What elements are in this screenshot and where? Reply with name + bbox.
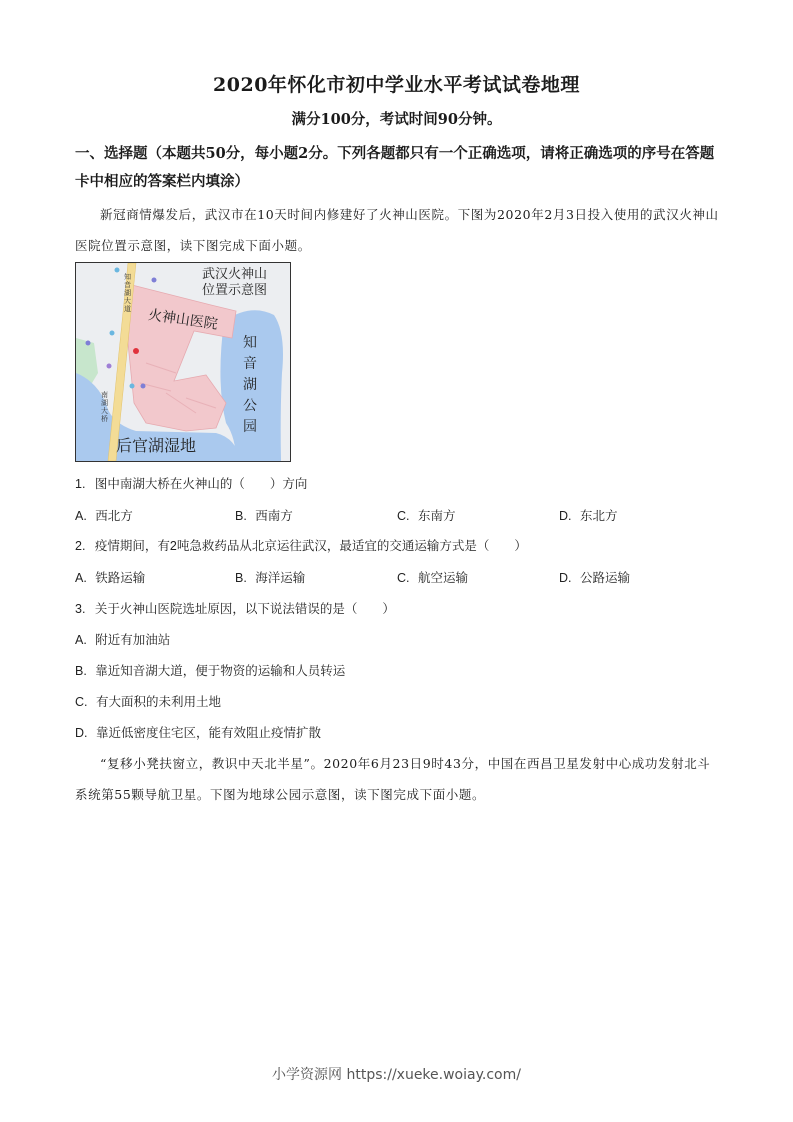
map-title-line-2: 位置示意图	[202, 283, 268, 298]
road-label	[124, 273, 132, 313]
option-text: 公路运输	[579, 571, 630, 585]
option-text: 西南方	[255, 509, 293, 523]
question-3	[75, 599, 395, 617]
park-label-char: 音	[243, 356, 257, 372]
map-title-line-1: 武汉火神山	[202, 267, 268, 282]
q2-option-a[interactable]	[75, 568, 145, 586]
exam-title: 2020年怀化市初中学业水平考试试卷地理	[213, 74, 580, 96]
section-heading: 一、选择题（本题共50分，每小题2分。下列各题都只有一个正确选项，请将正确选项的序号在答题卡中相应的答案栏内填涂）	[75, 145, 715, 190]
exam-subtitle: 满分100分，考试时间90分钟。	[291, 111, 502, 128]
q3-option-d[interactable]	[75, 723, 321, 741]
option-text: 航空运输	[417, 571, 468, 585]
hospital-location-map	[75, 262, 291, 462]
road-label-char: 大	[124, 297, 131, 305]
question-1	[75, 474, 307, 492]
option-text: 西北方	[95, 509, 133, 523]
q2-option-c[interactable]	[397, 568, 468, 586]
option-letter: D.	[75, 726, 88, 740]
bridge-label	[101, 391, 109, 423]
q3-option-a[interactable]	[75, 630, 170, 648]
option-letter: A.	[75, 633, 87, 647]
option-letter: A.	[75, 509, 87, 523]
question-text: 关于火神山医院选址原因，以下说法错误的是（ ）	[94, 602, 395, 616]
option-letter: D.	[559, 571, 572, 585]
road-label-char: 知	[124, 273, 131, 281]
option-letter: C.	[397, 571, 410, 585]
q1-option-b[interactable]	[235, 506, 293, 524]
option-text: 靠近低密度住宅区，能有效阻止疫情扩散	[95, 726, 321, 740]
q1-option-a[interactable]	[75, 506, 133, 524]
option-letter: A.	[75, 571, 87, 585]
option-text: 有大面积的未利用土地	[95, 695, 221, 709]
bridge-label-char: 大	[101, 407, 108, 415]
map-title	[202, 267, 267, 299]
option-letter: B.	[75, 664, 87, 678]
q3-option-b[interactable]	[75, 661, 345, 679]
option-letter: B.	[235, 509, 247, 523]
park-label	[241, 333, 259, 438]
question-number: 3.	[75, 602, 86, 616]
question-text: 疫情期间，有2吨急救药品从北京运往武汉，最适宜的交通运输方式是（ ）	[94, 539, 527, 553]
park-label-char: 园	[243, 419, 257, 435]
road-label-char: 音	[124, 281, 131, 289]
question-number: 1.	[75, 477, 86, 491]
question-number: 2.	[75, 539, 86, 553]
hospital-label: 火神山医院	[147, 307, 219, 333]
q2-option-b[interactable]	[235, 568, 305, 586]
option-letter: C.	[397, 509, 410, 523]
q2-option-d[interactable]	[559, 568, 630, 586]
road-label-char: 道	[124, 305, 131, 313]
option-text: 靠近知音湖大道，便于物资的运输和人员转运	[95, 664, 346, 678]
footer-watermark: 小学资源网 https://xueke.woiay.com/	[272, 1067, 521, 1083]
intro-paragraph-1: 新冠商情爆发后，武汉市在10天时间内修建好了火神山医院。下图为2020年2月3日投入使用的武汉火神山医院位置示意图，读下图完成下面小题。	[75, 207, 719, 253]
park-label-char: 湖	[243, 377, 257, 393]
road-label-char: 湖	[124, 289, 131, 297]
option-letter: D.	[559, 509, 572, 523]
bridge-label-char: 湖	[101, 399, 108, 407]
option-letter: B.	[235, 571, 247, 585]
intro-paragraph-2: “复移小凳扶窗立，教识中天北半星”。2020年6月23日9时43分，中国在西昌卫星发射中心成功发射北斗系统第55颗导航卫星。下图为地球公园示意图，读下图完成下面小题。	[75, 756, 711, 802]
question-2	[75, 536, 527, 554]
bridge-label-char: 桥	[101, 415, 108, 423]
option-letter: C.	[75, 695, 88, 709]
option-text: 海洋运输	[255, 571, 306, 585]
park-label-char: 知	[243, 335, 257, 351]
option-text: 铁路运输	[95, 571, 146, 585]
question-text: 图中南湖大桥在火神山的（ ）方向	[94, 477, 308, 491]
q1-option-c[interactable]	[397, 506, 456, 524]
park-label-char: 公	[243, 398, 257, 414]
wetland-label: 后官湖湿地	[116, 436, 197, 455]
option-text: 附近有加油站	[95, 633, 171, 647]
option-text: 东北方	[579, 509, 618, 523]
option-text: 东南方	[417, 509, 456, 523]
q1-option-d[interactable]	[559, 506, 618, 524]
q3-option-c[interactable]	[75, 692, 221, 710]
bridge-label-char: 南	[101, 391, 108, 399]
